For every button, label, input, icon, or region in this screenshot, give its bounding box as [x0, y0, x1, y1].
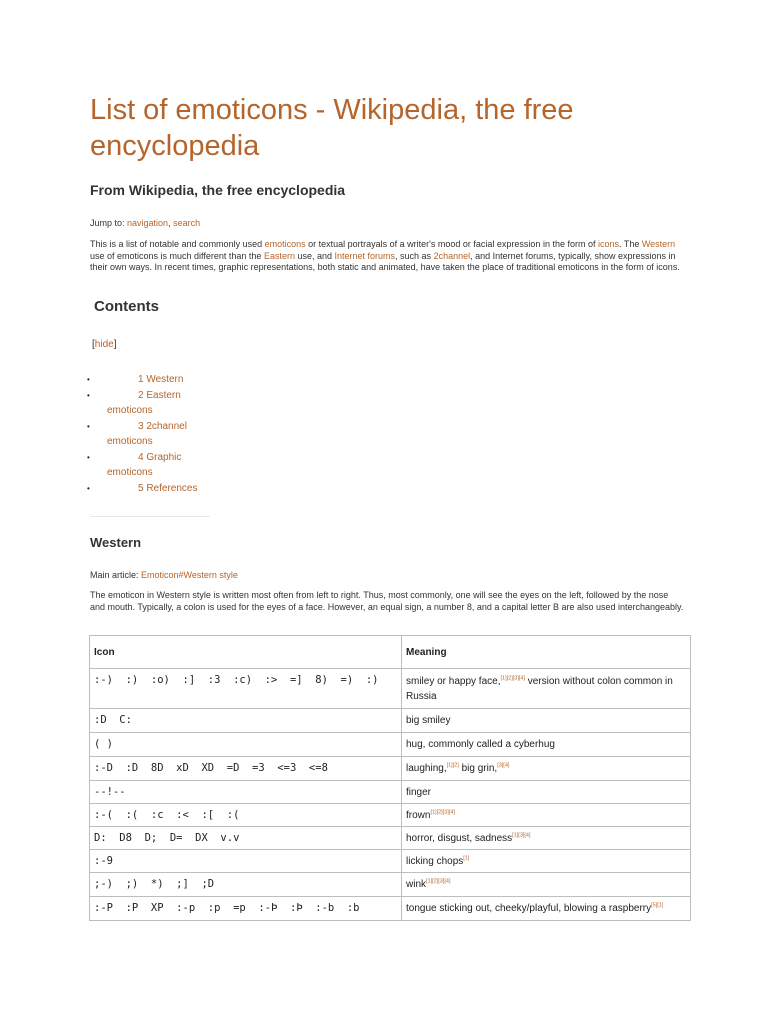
emoticon-western-style-link[interactable]: Emoticon#Western style	[141, 570, 238, 580]
intro-paragraph	[90, 239, 680, 274]
hide-link[interactable]: hide	[94, 339, 114, 350]
icons-link[interactable]: icons	[597, 239, 619, 249]
table-row	[90, 733, 691, 757]
table-row	[90, 804, 691, 827]
table-row	[90, 850, 691, 873]
reference-link[interactable]: [3][4]	[497, 762, 510, 769]
meaning-text: tongue sticking out, cheeky/playful, blowing a raspberry	[406, 903, 652, 914]
bullet-icon: •	[87, 421, 90, 431]
meaning-text-continued: version without colon common in Russia	[406, 675, 673, 702]
reference-link[interactable]: [1][2][3][4]	[430, 809, 455, 816]
hide-bracket-open: [	[92, 339, 95, 350]
intro-text-6: , such as	[395, 250, 434, 261]
meaning-text: laughing,	[406, 763, 447, 774]
meaning-text: big smiley	[406, 715, 451, 726]
meaning-cell	[402, 709, 691, 733]
bullet-icon: •	[87, 375, 90, 384]
meaning-cell	[402, 669, 691, 709]
bullet-icon: •	[87, 452, 90, 462]
meaning-cell	[402, 757, 691, 781]
western-link[interactable]: Western	[641, 239, 676, 249]
emoticon-cell: :-9	[90, 850, 402, 873]
emoticon-cell: --!--	[90, 781, 402, 804]
main-article-prefix: Main article:	[90, 570, 142, 580]
toc-link-2channel[interactable]: 3 2channel emoticons	[107, 420, 187, 447]
emoticon-cell: ( )	[90, 733, 402, 757]
bullet-icon: •	[87, 390, 90, 400]
meaning-text: hug, commonly called a cyberhug	[406, 739, 555, 750]
meaning-text: finger	[406, 786, 432, 798]
toc-item-graphic	[87, 450, 220, 481]
jump-to-bar	[90, 218, 200, 228]
toc-item-eastern	[87, 388, 220, 419]
section-divider	[90, 516, 210, 517]
toc-item-2channel	[87, 419, 220, 450]
emoticons-link[interactable]: emoticons	[264, 239, 306, 249]
bullet-icon: •	[87, 483, 90, 493]
western-paragraph: The emoticon in Western style is written most often from left to right. Thus, most commonly, one will see the eyes on the left, followed by the nose and mouth. Typically, a colon is used for the eyes of a face. However, an equal sign, a number 8, and a capital letter B are also used interchangeably.	[90, 590, 684, 612]
table-row	[90, 709, 691, 733]
jump-separator: ,	[168, 218, 174, 228]
toc-link-western[interactable]: 1 Western	[138, 374, 184, 385]
intro-text-1: This is a list of notable and commonly used	[90, 239, 265, 249]
reference-link[interactable]: [5][1]	[651, 902, 664, 909]
emoticon-cell: :D C:	[90, 709, 402, 733]
table-row	[90, 669, 691, 709]
reference-link[interactable]: [1][2][3][4]	[500, 675, 525, 682]
meaning-text-continued: big grin,	[458, 763, 498, 774]
toc-link-graphic[interactable]: 4 Graphic emoticons	[107, 451, 182, 478]
meaning-text: smiley or happy face,	[406, 675, 501, 687]
table-row	[90, 781, 691, 804]
intro-text-2: or textual portrayals of a writer's mood or facial expression in the form of	[305, 239, 598, 249]
navigation-link[interactable]: navigation	[127, 218, 169, 228]
reference-link[interactable]: [1][3][4]	[512, 832, 531, 839]
toc-link-eastern[interactable]: 2 Eastern emoticons	[107, 389, 181, 416]
intro-text-7: , and Internet forums, typically, show expressions in their own ways. In recent times, graphic representations, both static and animated, have taken the place of traditional emoticons in the form of icons.	[90, 250, 680, 272]
emoticon-cell: :-P :P XP :-p :p =p :-Þ :Þ :-b :b	[90, 897, 402, 921]
main-article-note	[90, 570, 238, 580]
table-header-row	[90, 636, 691, 669]
section-title-western: Western	[90, 535, 142, 550]
search-link[interactable]: search	[173, 218, 201, 228]
intro-text-5: use, and	[294, 250, 335, 261]
reference-link[interactable]: [1][2][3][4]	[426, 878, 451, 885]
contents-title: Contents	[94, 298, 159, 315]
meaning-text: horror, disgust, sadness	[406, 832, 513, 844]
meaning-cell	[402, 733, 691, 757]
emoticon-cell: D: D8 D; D= DX v.v	[90, 827, 402, 850]
page-title: List of emoticons - Wikipedia, the free encyclopedia	[90, 94, 574, 162]
reference-link[interactable]: [1]	[463, 855, 470, 862]
table-row	[90, 873, 691, 897]
emoticon-cell: ;-) ;) *) ;] ;D	[90, 873, 402, 897]
toc-link-references[interactable]: 5 References	[138, 482, 198, 494]
table-row	[90, 757, 691, 781]
2channel-link[interactable]: 2channel	[433, 250, 471, 261]
reference-link[interactable]: [1][2]	[446, 762, 459, 769]
internet-forums-link[interactable]: Internet forums	[334, 250, 396, 261]
meaning-text: frown	[406, 809, 431, 821]
meaning-cell	[402, 804, 691, 827]
meaning-cell	[402, 850, 691, 873]
meaning-cell	[402, 827, 691, 850]
table-row	[90, 827, 691, 850]
icon-column-header: Icon	[90, 636, 402, 669]
emoticons-table	[89, 635, 691, 921]
toc-item-western	[87, 372, 220, 388]
meaning-cell	[402, 781, 691, 804]
emoticon-cell: :-D :D 8D xD XD =D =3 <=3 <=8	[90, 757, 402, 781]
page-subtitle: From Wikipedia, the free encyclopedia	[90, 182, 346, 198]
meaning-cell	[402, 897, 691, 921]
intro-text-4: use of emoticons is much different than the	[90, 250, 264, 261]
toc-item-references	[87, 481, 220, 497]
eastern-link[interactable]: Eastern	[263, 250, 295, 261]
intro-text-3: . The	[618, 239, 642, 249]
contents-hide-toggle	[92, 339, 116, 350]
hide-bracket-close: ]	[113, 339, 117, 350]
meaning-column-header: Meaning	[402, 636, 691, 669]
table-row	[90, 897, 691, 921]
emoticon-cell: :-( :( :c :< :[ :(	[90, 804, 402, 827]
meaning-text: licking chops	[406, 855, 464, 867]
jump-prefix: Jump to:	[90, 218, 128, 228]
emoticon-cell: :-) :) :o) :] :3 :c) :> =] 8) =) :)	[90, 669, 402, 709]
meaning-text: wink	[406, 879, 427, 890]
meaning-cell	[402, 873, 691, 897]
table-of-contents	[87, 372, 220, 496]
